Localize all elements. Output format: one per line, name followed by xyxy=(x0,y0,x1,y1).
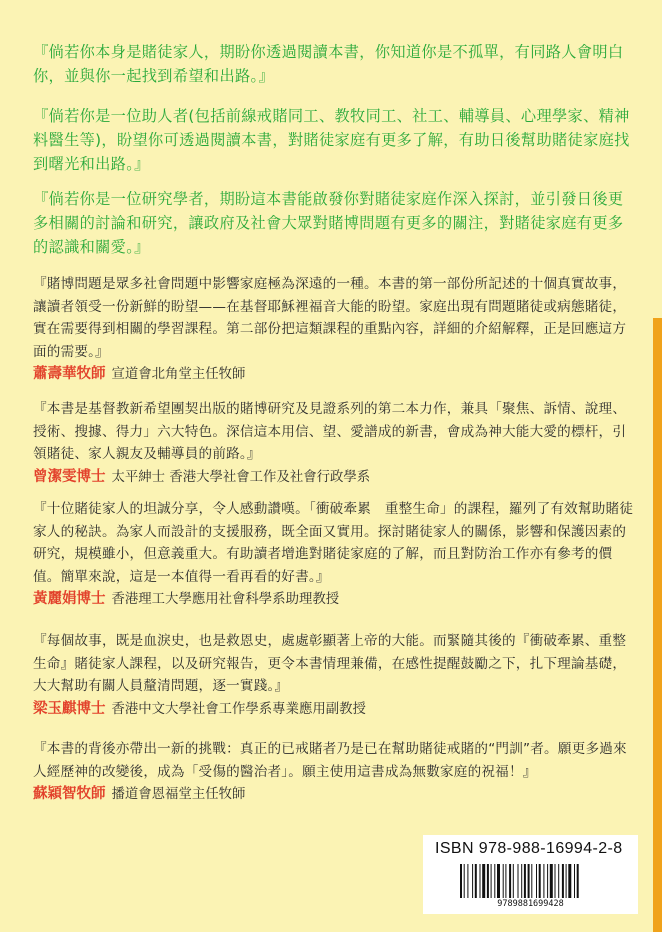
endorsement-3 xyxy=(33,498,638,611)
endorsement-signature xyxy=(33,466,638,489)
endorser-title: 香港中文大學社會工作學系專業應用副教授 xyxy=(111,701,366,717)
endorser-name: 蕭壽華牧師 xyxy=(33,366,106,382)
barcode-number: 9789881699428 xyxy=(497,899,564,909)
endorsement-text: 『賭博問題是眾多社會問題中影響家庭極為深遠的一種。本書的第一部份所記述的十個真實故事，讓讀者領受一份新鮮的盼望——在基督耶穌裡福音大能的盼望。家庭出現有問題賭徒或病態賭徒，實在需要得到相關的學習課程。第二部份把這類課程的重點內容，詳細的介紹解釋，正是回應這方面的需要。』 xyxy=(33,276,627,360)
endorser-name: 黃麗娟博士 xyxy=(33,591,106,607)
endorser-title: 播道會恩福堂主任牧師 xyxy=(111,787,246,802)
intro-paragraph-helper: 『倘若你是一位助人者(包括前線戒賭同工、教牧同工、社工、輔導員、心理學家、精神料醫生等)，盼望你可透過閱讀本書，對賭徒家庭有更多了解，有助日後幫助賭徒家庭找到曙光和出路。』 xyxy=(33,107,630,173)
endorsement-signature xyxy=(33,588,638,611)
endorser-title: 宣道會北角堂主任牧師 xyxy=(111,367,246,382)
isbn-barcode-block xyxy=(423,835,638,914)
endorsement-text: 『十位賭徒家人的坦誠分享，令人感動讚嘆。「衝破牽累 重整生命」的課程，羅列了有效幫助賭徒家人的秘訣。為家人而設計的支援服務，既全面又實用。探討賭徒家人的關係，影響和保護因素的研究，規模雖小，但意義重大。有助讀者增進對賭徒家庭的了解，而且對防治工作亦有參考的價值。簡單來說，這是一本值得一看再看的好書。』 xyxy=(33,501,634,585)
endorsement-2 xyxy=(33,398,638,489)
endorsement-text: 『每個故事，既是血淚史，也是救恩史，處處彰顯著上帝的大能。而緊隨其後的『衝破牽累、重整生命』賭徒家人課程，以及研究報告，更令本書情理兼備，在感性提醒鼓勵之下，扎下理論基礎，大大幫助有關人員釐清問題，逐一實踐。』 xyxy=(33,633,627,694)
isbn-label: ISBN 978-988-16994-2-8 xyxy=(435,840,623,857)
endorsement-4 xyxy=(33,630,638,721)
endorsement-text: 『本書的背後亦帶出一新的挑戰：真正的已戒賭者乃是已在幫助賭徒戒賭的“門訓”者。願更多過來人經歷神的改變後，成為「受傷的醫治者」。願主使用這書成為無數家庭的祝福！』 xyxy=(33,741,627,780)
endorsement-5 xyxy=(33,738,638,806)
endorser-name: 曾潔雯博士 xyxy=(33,468,106,485)
endorsement-signature xyxy=(33,783,638,806)
endorsement-text: 『本書是基督教新希望團契出版的賭博研究及見證系列的第二本力作，兼具「聚焦、訴情、說理、授術、搜據、得力」六大特色。深信這本用信、望、愛譜成的新書，會成為神大能大愛的標杆，引領賭徒、家人親友及輔導員的前路。』 xyxy=(33,401,627,462)
endorsement-signature xyxy=(33,363,638,386)
barcode-icon xyxy=(460,864,602,898)
intro-paragraph-family: 『倘若你本身是賭徒家人，期盼你透過閱讀本書，你知道你是不孤單，有同路人會明白你，並與你一起找到希望和出路。』 xyxy=(33,43,624,85)
endorser-title: 太平紳士 香港大學社會工作及社會行政學系 xyxy=(111,469,371,485)
endorsement-signature xyxy=(33,698,638,721)
orange-edge-stripe xyxy=(653,318,662,932)
endorser-name: 梁玉麒博士 xyxy=(33,700,106,717)
endorsement-1 xyxy=(33,273,638,386)
endorser-name: 蘇穎智牧師 xyxy=(33,786,106,802)
endorser-title: 香港理工大學應用社會科學系助理教授 xyxy=(111,592,340,607)
intro-paragraph-researcher: 『倘若你是一位研究學者，期盼這本書能啟發你對賭徒家庭作深入探討，並引發日後更多相關的討論和研究，讓政府及社會大眾對賭博問題有更多的關注，對賭徒家庭有更多的認識和關愛。』 xyxy=(33,190,624,256)
